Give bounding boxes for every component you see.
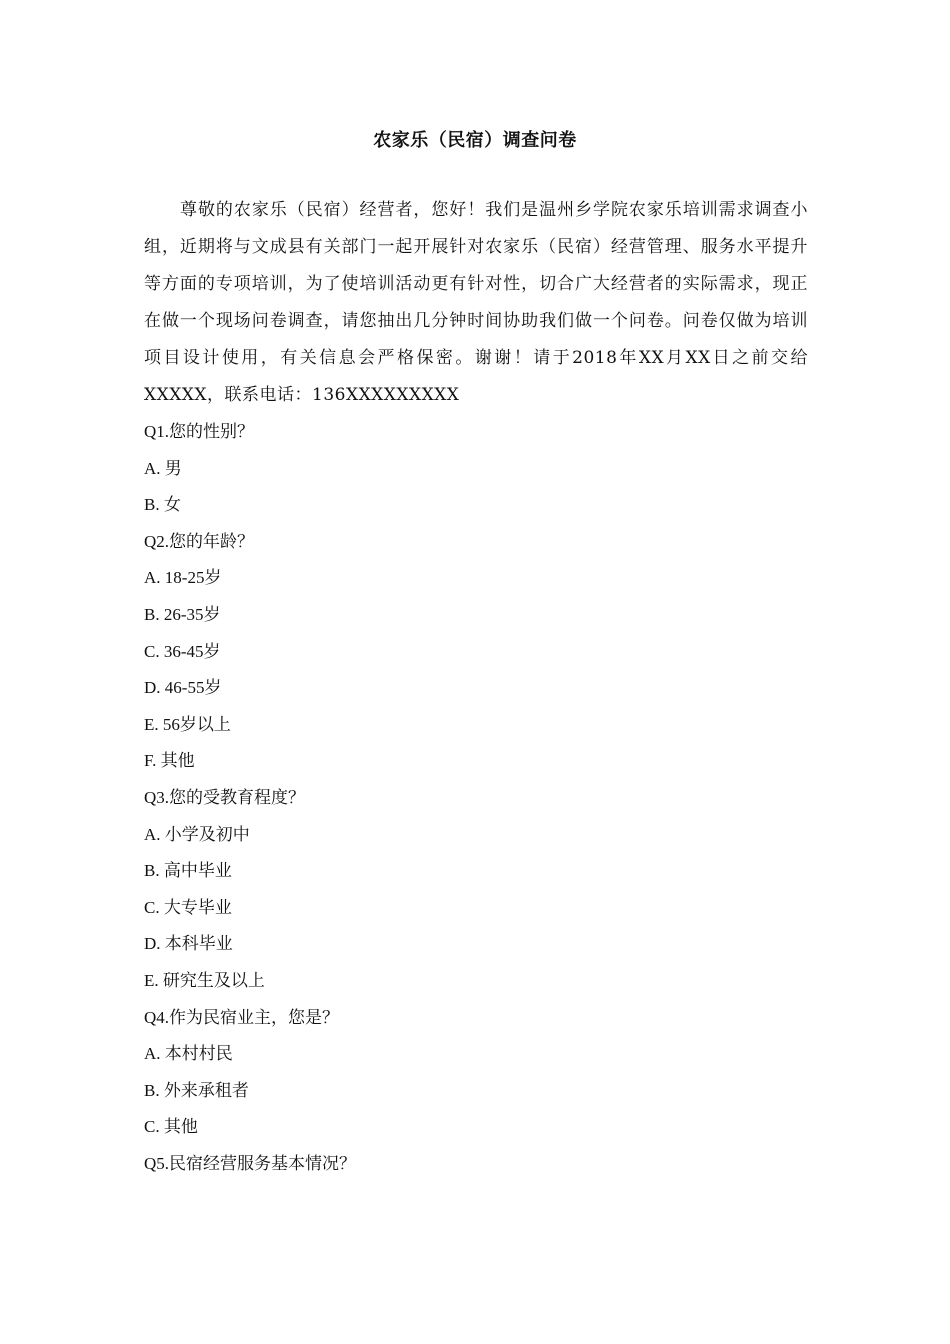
question-q1: Q1.您的性别？ [144, 422, 255, 441]
option-q2-f: F. 其他 [144, 751, 195, 771]
page-title: 农家乐（民宿）调查问卷 [373, 130, 577, 151]
option-q4-b: B. 外来承租者 [144, 1080, 249, 1100]
option-q2-c: C. 36-45岁 [144, 641, 221, 661]
questionnaire-list [144, 414, 808, 1182]
option-q1-a: A. 男 [144, 458, 182, 478]
question-q2: Q2.您的年龄？ [144, 531, 255, 551]
question-q5: Q5.民宿经营服务基本情况？ [144, 1153, 357, 1173]
option-q2-e: E. 56岁以上 [144, 714, 231, 734]
option-q2-b: B. 26-35岁 [144, 604, 221, 624]
option-q2-a: A. 18-25岁 [144, 568, 222, 588]
question-q4: Q4.作为民宿业主，您是？ [144, 1007, 340, 1027]
question-q3: Q3.您的受教育程度？ [144, 787, 306, 807]
option-q3-d: D. 本科毕业 [144, 934, 233, 954]
intro-paragraph: 尊敬的农家乐（民宿）经营者，您好！我们是温州乡学院农家乐培训需求调查小组，近期将与文成县有关部门一起开展针对农家乐（民宿）经营管理、服务水平提升等方面的专项培训，为了使培训活动更有针对性，切合广大经营者的实际需求，现正在做一个现场问卷调查，请您抽出几分钟时间协助我们做一个问卷。问卷仅做为培训项目设计使用，有关信息会严格保密。谢谢！请于2018年XX月XX日之前交给XXXXX，联系电话：136XXXXXXXXX [144, 200, 808, 405]
option-q4-a: A. 本村村民 [144, 1044, 233, 1064]
option-q4-c: C. 其他 [144, 1117, 198, 1137]
option-q3-b: B. 高中毕业 [144, 861, 232, 881]
option-q2-d: D. 46-55岁 [144, 678, 222, 698]
option-q3-e: E. 研究生及以上 [144, 970, 265, 990]
option-q3-c: C. 大专毕业 [144, 897, 232, 917]
option-q1-b: B. 女 [144, 495, 181, 515]
option-q3-a: A. 小学及初中 [144, 824, 250, 844]
